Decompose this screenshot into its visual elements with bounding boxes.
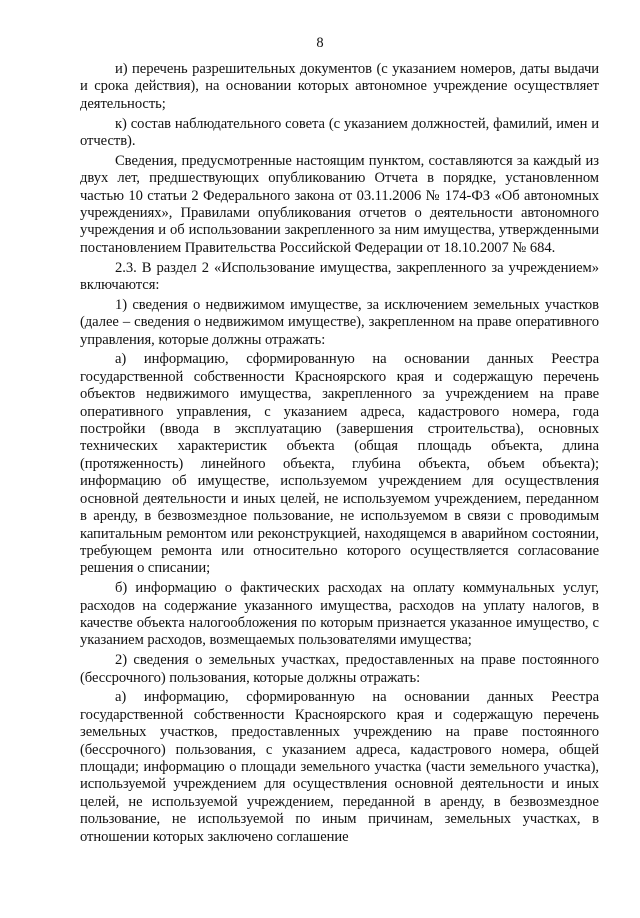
paragraph-section-2-3: 2.3. В раздел 2 «Использование имущества, закрепленного за учреждением» включаются: bbox=[80, 259, 599, 294]
paragraph-item-2a: а) информацию, сформированную на основании данных Реестра государственной собственности Красноярского края и содержащую перечень земельных участков, предоставленных учреждению на праве постоянного (бессрочного) пользования, с указанием адреса, кадастрового номера, общей площади; информацию о площади земельного участка (части земельного участка), используемой учреждением для осуществления основной деятельности и иных целей, не используемой учреждением, переданной в аренду, в безвозмездное пользование, не используемой по иным причинам, земельных участках, в отношении которых заключено соглашение bbox=[80, 689, 599, 845]
page-number: 8 bbox=[316, 35, 324, 51]
paragraph-list-item-i: и) перечень разрешительных документов (с указанием номеров, даты выдачи и срока действия), на основании которых автономное учреждение осуществляет деятельность; bbox=[80, 61, 599, 112]
paragraph-list-item-k: к) состав наблюдательного совета (с указанием должностей, фамилий, имен и отчеств). bbox=[80, 115, 599, 150]
paragraph-item-1a: а) информацию, сформированную на основании данных Реестра государственной собственности Красноярского края и содержащую перечень объектов недвижимого имущества, закрепленного за учреждением на праве оперативного управления, с указанием адреса, кадастрового номера, года постройки (ввода в эксплуатацию (завершения строительства), основных технических характеристик объекта (общая площадь объекта, длина (протяженность) линейного объекта, глубина объекта, объем объекта); информацию об имуществе, используемом учреждением для осуществления основной деятельности и иных целей, не используемом учреждением, переданном в аренду, в безвозмездное пользование, не используемом в связи с проводимым капитальным ремонтом или реконструкцией, находящемся в аварийном состоянии, требующем ремонта или относительно которого осуществляется согласование решения о списании; bbox=[80, 351, 599, 577]
paragraph-reporting-period: Сведения, предусмотренные настоящим пунктом, составляются за каждый из двух лет, предшествующих опубликованию Отчета в порядке, установленном частью 10 статьи 2 Федерального закона от 03.11.2006 № 174-ФЗ «Об автономных учреждениях», Правилами опубликования отчетов о деятельности автономного учреждения и об использовании закрепленного за ним имущества, утвержденными постановлением Правительства Российской Федерации от 18.10.2007 № 684. bbox=[80, 152, 599, 256]
paragraph-item-1b: б) информацию о фактических расходах на оплату коммунальных услуг, расходов на содержание указанного имущества, расходов на уплату налогов, в качестве объекта налогообложения по которым признается указанное имущество, с указанием расходов, возмещаемых пользователями имущества; bbox=[80, 580, 599, 649]
paragraph-item-1-real-estate: 1) сведения о недвижимом имуществе, за исключением земельных участков (далее – сведения о недвижимом имуществе), закрепленном на праве оперативного управления, которые должны отражать: bbox=[80, 296, 599, 348]
paragraph-item-2-land-plots: 2) сведения о земельных участках, предоставленных на праве постоянного (бессрочного) пользования, которые должны отражать: bbox=[80, 652, 599, 686]
document-body bbox=[80, 61, 599, 846]
